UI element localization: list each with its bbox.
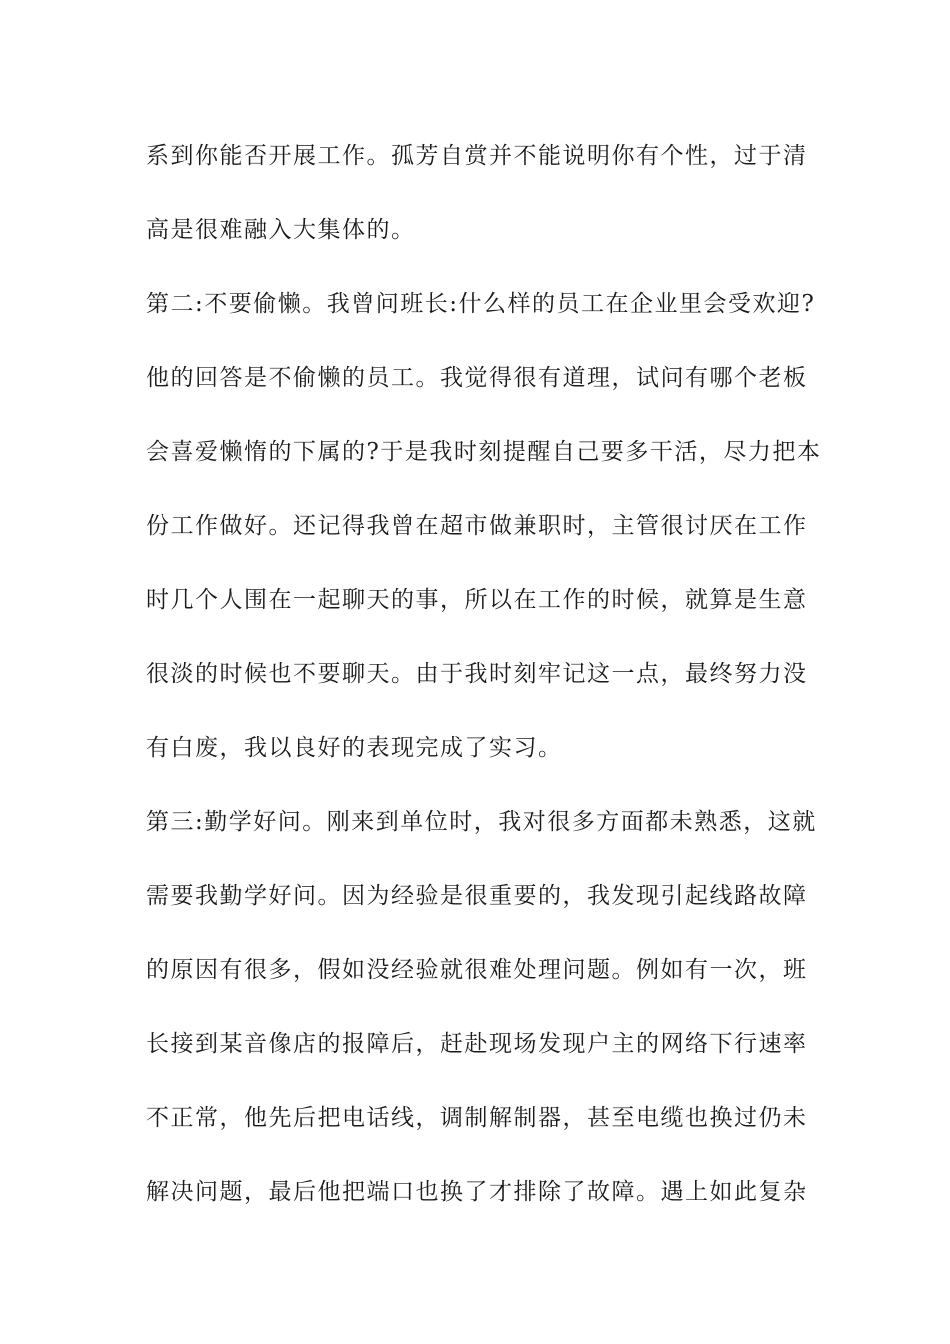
text-line-7: 时几个人围在一起聊天的事，所以在工作的时候，就算是生意 <box>146 587 808 613</box>
text-line-5: 会喜爱懒惰的下属的?于是我时刻提醒自己要多干活，尽力把本 <box>146 439 822 465</box>
text-line-15: 解决问题，最后他把端口也换了才排除了故障。遇上如此复杂 <box>146 1179 808 1205</box>
text-line-2: 高是很难融入大集体的。 <box>146 217 416 243</box>
text-line-4: 他的回答是不偷懒的员工。我觉得很有道理，试问有哪个老板 <box>146 365 808 391</box>
text-line-10: 第三:勤学好问。刚来到单位时，我对很多方面都未熟悉，这就 <box>146 809 817 835</box>
text-line-12: 的原因有很多，假如没经验就很难处理问题。例如有一次，班 <box>146 957 808 983</box>
text-line-6: 份工作做好。还记得我曾在超市做兼职时，主管很讨厌在工作 <box>146 513 808 539</box>
text-line-3: 第二:不要偷懒。我曾问班长:什么样的员工在企业里会受欢迎? <box>146 291 816 317</box>
text-line-1: 系到你能否开展工作。孤芳自赏并不能说明你有个性，过于清 <box>146 143 808 169</box>
text-line-9: 有白废，我以良好的表现完成了实习。 <box>146 735 563 761</box>
text-line-11: 需要我勤学好问。因为经验是很重要的，我发现引起线路故障 <box>146 883 808 909</box>
text-line-8: 很淡的时候也不要聊天。由于我时刻牢记这一点，最终努力没 <box>146 661 808 687</box>
text-line-14: 不正常，他先后把电话线，调制解制器，甚至电缆也换过仍未 <box>146 1105 808 1131</box>
text-line-13: 长接到某音像店的报障后，赶赴现场发现户主的网络下行速率 <box>146 1031 808 1057</box>
